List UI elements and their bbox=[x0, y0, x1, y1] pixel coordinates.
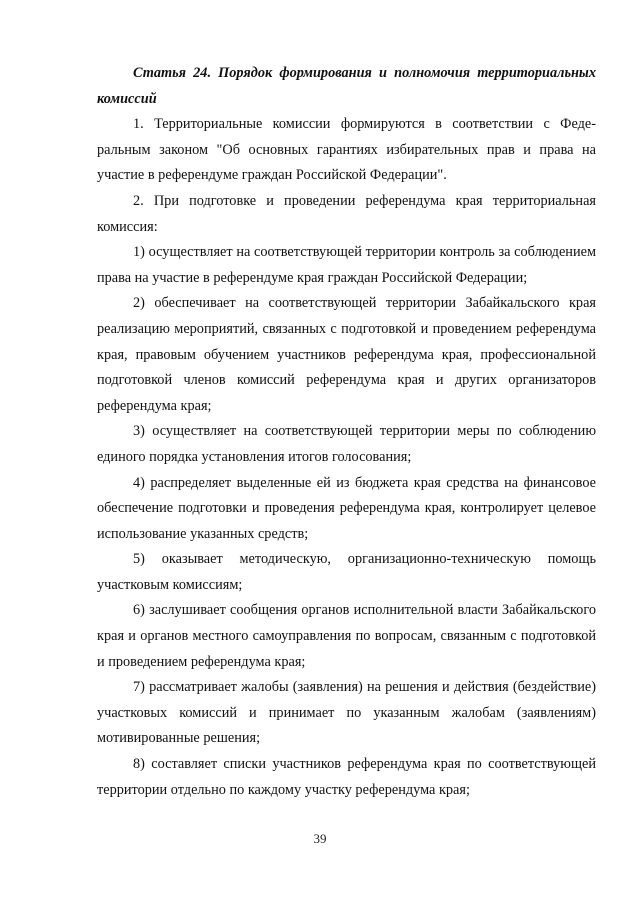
paragraph-1: 1. Территориальные комиссии формируются в соответствии с Федеральным законом "Об основных гарантиях избирательных прав и права на участие в референдуме граждан Российской Федерации". bbox=[97, 116, 596, 184]
article-heading: Статья 24. Порядок формирования и полномочия территориальных комиссий bbox=[97, 65, 596, 107]
list-item-7: 7) рассматривает жалобы (заявления) на решения и действия (бездействие) участковых комиссий и принимает по указанным жалобам (заявлениям) мотивированные решения; bbox=[97, 679, 596, 747]
list-item-2: 2) обеспечивает на соответствующей территории Забайкальского края реализацию мероприятий, связанных с подготовкой и проведением референдума края, правовым обучением участников референдума края, профессиональной подготовкой членов комиссий референдума края и других организаторов референдума края; bbox=[97, 295, 596, 414]
list-item-4: 4) распределяет выделенные ей из бюджета края средства на финансовое обеспечение подготовки и проведения референдума края, контролирует целевое использование указанных средств; bbox=[97, 474, 596, 542]
page-number: 39 bbox=[313, 831, 327, 846]
article-text bbox=[97, 61, 596, 803]
list-item-3: 3) осуществляет на соответствующей территории меры по соблюдению единого порядка установления итогов голосования; bbox=[97, 423, 596, 465]
list-item-8: 8) составляет списки участников референдума края по соответствующей территории отдельно по каждому участку референдума края; bbox=[97, 756, 596, 798]
list-item-5: 5) оказывает методическую, организационно-техническую помощь участковым комиссиям; bbox=[97, 551, 596, 593]
list-item-6: 6) заслушивает сообщения органов исполнительной власти Забайкальского края и органов местного самоуправления по вопросам, связанным с подготовкой и проведением референдума края; bbox=[97, 602, 596, 670]
list-item-1: 1) осуществляет на соответствующей территории контроль за соблюдением права на участие в референдуме края граждан Российской Федерации; bbox=[97, 244, 596, 286]
paragraph-2: 2. При подготовке и проведении референдума края территориальная комиссия: bbox=[97, 192, 596, 235]
